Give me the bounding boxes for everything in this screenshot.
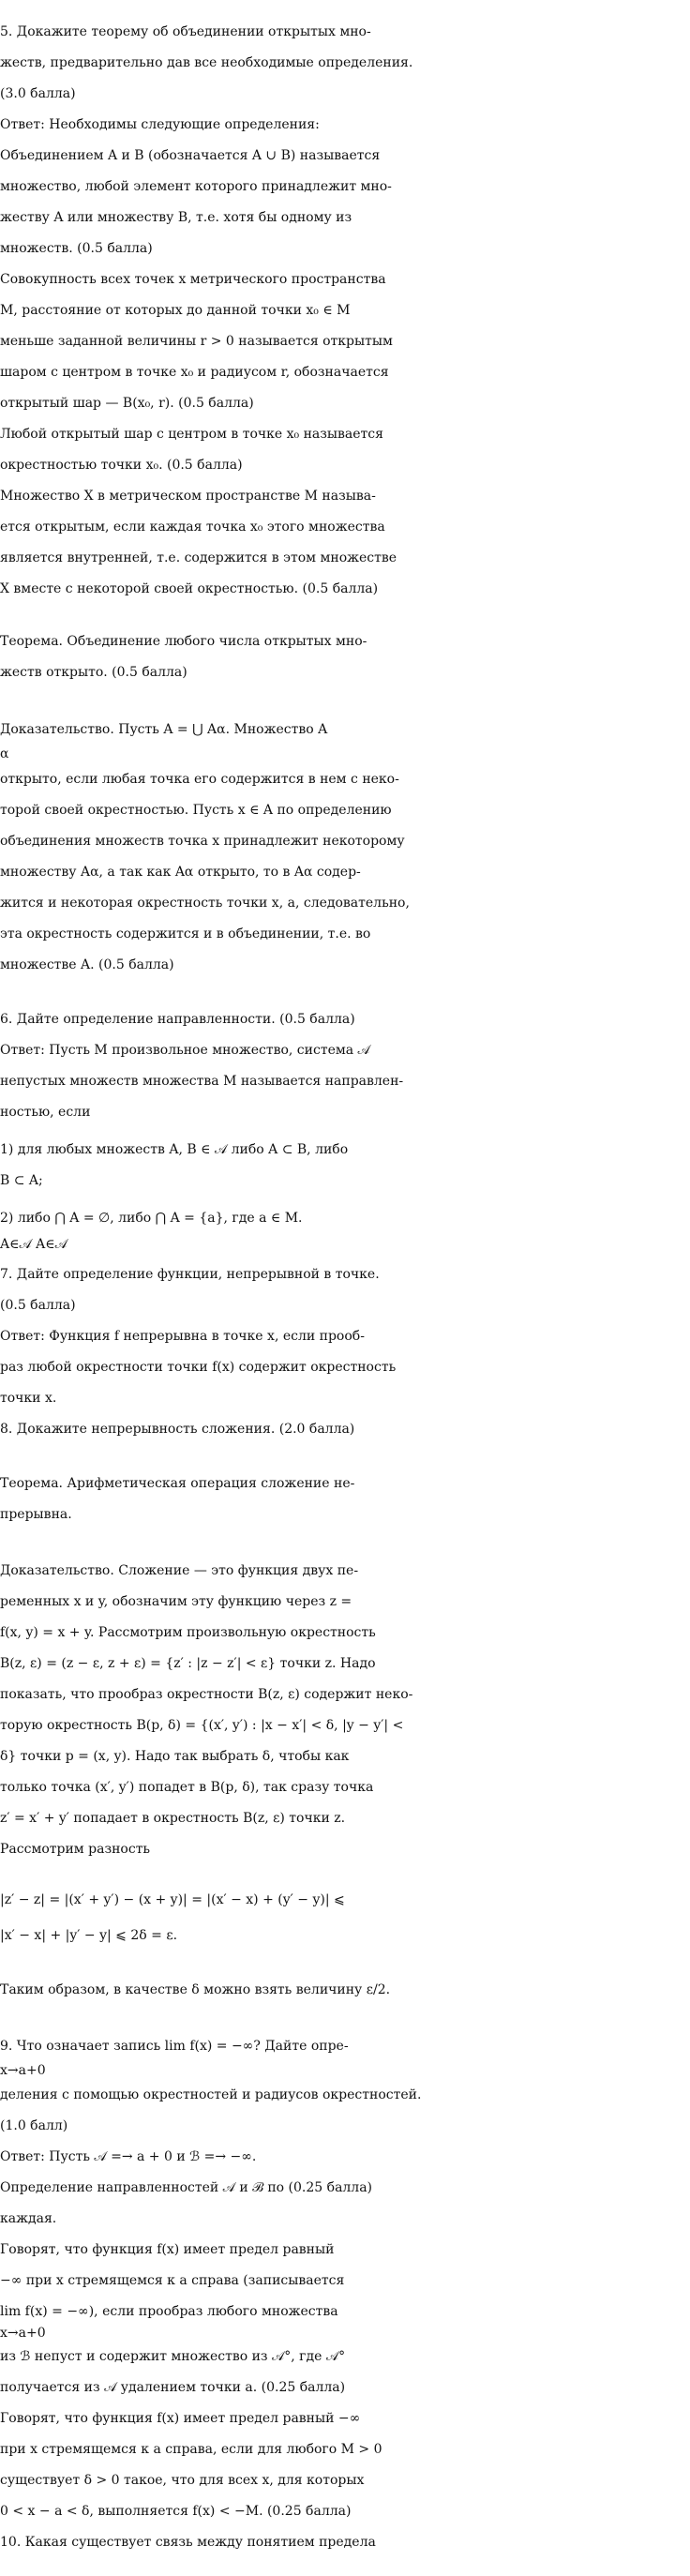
text-line: жится и некоторая окрестность точки x, а, следовательно, <box>0 896 410 911</box>
text-line: Доказательство. Сложение — это функция двух пе- <box>0 1563 359 1578</box>
text-line: меньше заданной величины r > 0 называется открытым <box>0 334 393 349</box>
text-line: при x стремящемся к a справа, если для любого M > 0 <box>0 2442 382 2457</box>
text-line: открыто, если любая точка его содержится в нем с неко- <box>0 772 399 787</box>
text-line: только точка (x′, y′) попадет в B(p, δ), так сразу точка <box>0 1780 374 1795</box>
text-line: f(x, y) = x + y. Рассмотрим произвольную окрестность <box>0 1625 376 1640</box>
text-line: (1.0 балл) <box>0 2118 68 2133</box>
text-line: α <box>0 746 9 761</box>
text-line: жеству A или множеству B, т.е. хотя бы одному из <box>0 210 352 225</box>
text-line: lim f(x) = −∞), если прообраз любого множества <box>0 2304 338 2319</box>
text-line: Говорят, что функция f(x) имеет предел равный <box>0 2242 335 2257</box>
text-line: торую окрестность B(p, δ) = {(x′, y′) : |x − x′| < δ, |y − y′| < <box>0 1718 404 1733</box>
text-line: (3.0 балла) <box>0 86 76 101</box>
text-line: существует δ > 0 такое, что для всех x, для которых <box>0 2473 365 2488</box>
text-line: 10. Какая существует связь между понятием предела <box>0 2535 376 2550</box>
text-line: z′ = x′ + y′ попадает в окрестность B(z, ε) точки z. <box>0 1811 346 1826</box>
text-line: непустых множеств множества M называется направлен- <box>0 1074 404 1089</box>
text-line: объединения множеств точка x принадлежит некоторому <box>0 834 405 849</box>
text-line: δ} точки p = (x, y). Надо так выбрать δ, чтобы как <box>0 1749 350 1764</box>
text-line: X вместе с некоторой своей окрестностью. (0.5 балла) <box>0 581 379 596</box>
text-line: жеств открыто. (0.5 балла) <box>0 665 188 680</box>
text-line: торой своей окрестностью. Пусть x ∈ A по определению <box>0 803 392 818</box>
text-line: (0.5 балла) <box>0 1298 76 1313</box>
text-line: M, расстояние от которых до данной точки x₀ ∈ M <box>0 303 351 318</box>
text-line: B ⊂ A; <box>0 1173 43 1188</box>
text-line: множеств. (0.5 балла) <box>0 241 153 256</box>
text-line: из ℬ непуст и содержит множество из 𝒜°, где 𝒜° <box>0 2349 346 2364</box>
text-line: Ответ: Пусть 𝒜 =→ a + 0 и ℬ =→ −∞. <box>0 2149 257 2164</box>
text-line: Определение направленностей 𝒜 и ℬ по (0.25 балла) <box>0 2180 373 2195</box>
text-line: Теорема. Арифметическая операция сложение не- <box>0 1476 355 1491</box>
text-line: Таким образом, в качестве δ можно взять величину ε/2. <box>0 1982 391 1997</box>
text-line: −∞ при x стремящемся к a справа (записывается <box>0 2273 345 2288</box>
text-line: Ответ: Пусть M произвольное множество, система 𝒜 <box>0 1043 370 1058</box>
text-line: 1) для любых множеств A, B ∈ 𝒜 либо A ⊂ B, либо <box>0 1142 349 1157</box>
text-line: |z′ − z| = |(x′ + y′) − (x + y)| = |(x′ − x) + (y′ − y)| ⩽ <box>0 1892 345 1907</box>
text-line: точки x. <box>0 1391 57 1406</box>
text-line: Рассмотрим разность <box>0 1842 151 1857</box>
text-line: ременных x и y, обозначим эту функцию через z = <box>0 1594 352 1609</box>
text-line: множеству Aα, а так как Aα открыто, то в Aα содер- <box>0 865 361 880</box>
text-line: A∈𝒜 A∈𝒜 <box>0 1237 68 1252</box>
text-line: деления с помощью окрестностей и радиусов окрестностей. <box>0 2087 422 2102</box>
text-line: Множество X в метрическом пространстве M называ- <box>0 489 376 504</box>
text-line: шаром с центром в точке x₀ и радиусом r, обозначается <box>0 365 389 380</box>
text-line: ностью, если <box>0 1105 91 1120</box>
text-line: x→a+0 <box>0 2326 46 2341</box>
text-line: получается из 𝒜 удалением точки a. (0.25 балла) <box>0 2380 346 2395</box>
text-line: раз любой окрестности точки f(x) содержит окрестность <box>0 1360 397 1375</box>
text-line: x→a+0 <box>0 2063 46 2078</box>
text-line: 6. Дайте определение направленности. (0.5 балла) <box>0 1012 355 1027</box>
text-line: ется открытым, если каждая точка x₀ этого множества <box>0 520 385 535</box>
text-line: Совокупность всех точек x метрического пространства <box>0 272 386 287</box>
text-line: жеств, предварительно дав все необходимые определения. <box>0 55 413 70</box>
text-line: |x′ − x| + |y′ − y| ⩽ 2δ = ε. <box>0 1928 178 1943</box>
text-line: является внутренней, т.е. содержится в этом множестве <box>0 550 398 565</box>
text-line: B(z, ε) = (z − ε, z + ε) = {z′ : |z − z′| < ε} точки z. Надо <box>0 1656 376 1671</box>
text-line: прерывна. <box>0 1507 72 1522</box>
text-line: Говорят, что функция f(x) имеет предел равный −∞ <box>0 2411 361 2426</box>
text-line: открытый шар — B(x₀, r). (0.5 балла) <box>0 396 254 411</box>
text-line: 0 < x − a < δ, выполняется f(x) < −M. (0.25 балла) <box>0 2504 352 2519</box>
text-line: Любой открытый шар с центром в точке x₀ называется <box>0 427 383 442</box>
text-line: множество, любой элемент которого принадлежит мно- <box>0 179 392 194</box>
text-line: Ответ: Необходимы следующие определения: <box>0 117 320 132</box>
text-line: Доказательство. Пусть A = ⋃ Aα. Множество A <box>0 722 328 737</box>
text-line: каждая. <box>0 2211 57 2226</box>
text-line: Ответ: Функция f непрерывна в точке x, если прооб- <box>0 1329 365 1344</box>
text-line: 9. Что означает запись lim f(x) = −∞? Дайте опре- <box>0 2039 349 2054</box>
text-line: 5. Докажите теорему об объединении открытых мно- <box>0 24 371 39</box>
text-line: эта окрестность содержится и в объединении, т.е. во <box>0 926 371 942</box>
text-line: 2) либо ⋂ A = ∅, либо ⋂ A = {a}, где a ∈ M. <box>0 1211 303 1226</box>
text-line: Теорема. Объединение любого числа открытых мно- <box>0 634 368 649</box>
text-line: множестве A. (0.5 балла) <box>0 957 174 972</box>
text-line: окрестностью точки x₀. (0.5 балла) <box>0 458 243 473</box>
text-line: Объединением A и B (обозначается A ∪ B) называется <box>0 148 381 163</box>
text-line: 7. Дайте определение функции, непрерывной в точке. <box>0 1267 380 1282</box>
text-line: показать, что прообраз окрестности B(z, ε) содержит неко- <box>0 1687 413 1702</box>
text-line: 8. Докажите непрерывность сложения. (2.0 балла) <box>0 1422 355 1437</box>
